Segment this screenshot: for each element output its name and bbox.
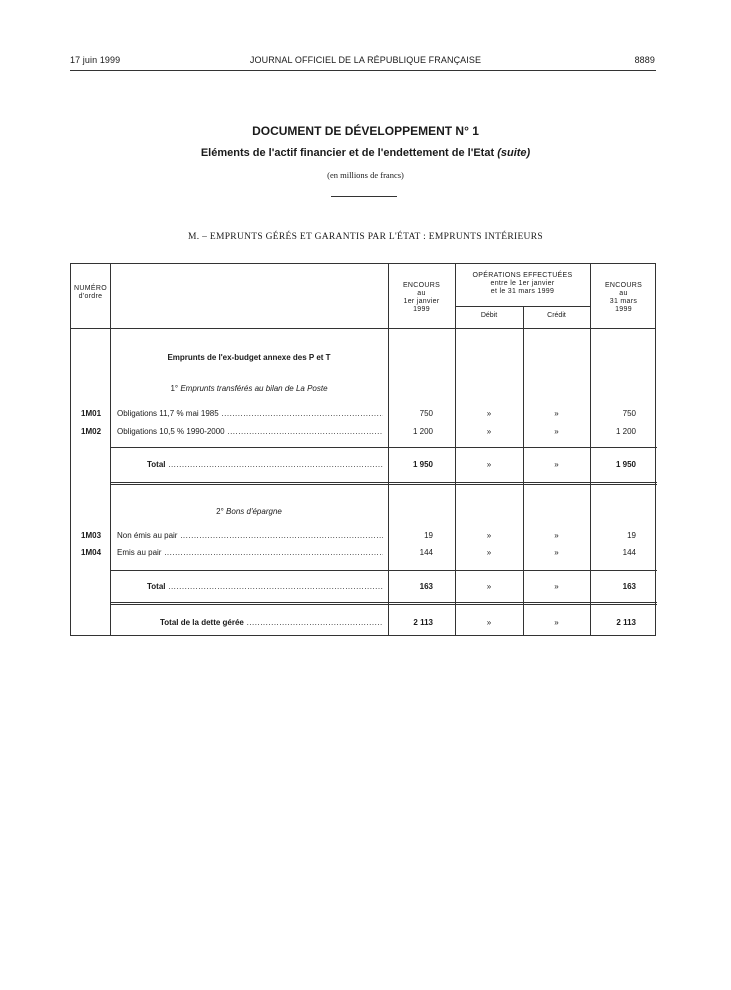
- header-operations-line1: OPÉRATIONS EFFECTUÉES: [472, 272, 573, 279]
- row-encours-debut: 750: [419, 409, 433, 418]
- row-encours-fin: 19: [627, 531, 636, 540]
- header-encours-fin-line1: ENCOURS: [604, 282, 643, 289]
- total-1-top-rule: [110, 447, 657, 448]
- grand-total-debit: »: [486, 618, 492, 627]
- row-debit: »: [486, 548, 492, 557]
- header-encours-debut: [388, 282, 455, 314]
- document-title: DOCUMENT DE DÉVELOPPEMENT N° 1: [252, 124, 479, 138]
- col-divider: [388, 264, 389, 635]
- document-subtitle-suffix: (suite): [497, 147, 531, 159]
- section-title: M. – EMPRUNTS GÉRÉS ET GARANTIS PAR L'ÉTAT : EMPRUNTS INTÉRIEURS: [188, 232, 543, 242]
- row-encours-debut: 144: [419, 548, 433, 557]
- row-credit: »: [554, 548, 559, 557]
- total-2-label: Total .....: [147, 582, 383, 592]
- total-1-encours-debut: 1 950: [412, 460, 433, 469]
- document-subtitle: [0, 147, 731, 159]
- header-encours-debut-line2: au: [417, 290, 426, 297]
- total-1-encours-fin: 1 950: [615, 460, 636, 469]
- ops-subheader-rule: [455, 306, 590, 307]
- header-encours-debut-line1: ENCOURS: [402, 282, 441, 289]
- header-debit: Débit: [480, 312, 498, 319]
- document-unit: (en millions de francs): [327, 170, 404, 180]
- row-encours-debut: 19: [424, 531, 433, 540]
- total-1-bottom-rule: [110, 482, 657, 485]
- total-2-encours-debut: 163: [419, 582, 433, 591]
- header-numero-line2: d'ordre: [78, 293, 103, 300]
- header-operations-line3: et le 31 mars 1999: [490, 288, 555, 295]
- row-encours-fin: 1 200: [615, 427, 636, 436]
- subsection-2-title: [110, 507, 388, 517]
- header-journal-title: JOURNAL OFFICIEL DE LA RÉPUBLIQUE FRANÇAISE: [249, 55, 482, 65]
- row-credit: »: [554, 427, 559, 436]
- header-numero-line1: NUMÉRO: [74, 285, 107, 292]
- header-encours-fin-line4: 1999: [615, 306, 632, 313]
- total-1-credit: »: [554, 460, 559, 469]
- header-operations-line2: entre le 1er janvier: [490, 280, 555, 287]
- header-encours-debut-line3: 1er janvier: [403, 298, 440, 305]
- subsection-1-title: [110, 384, 388, 394]
- header-bottom-rule: [71, 328, 655, 329]
- header-numero: [71, 285, 110, 301]
- row-debit: »: [486, 531, 492, 540]
- header-operations: [455, 272, 590, 296]
- header-encours-fin: [590, 282, 657, 314]
- row-code: 1M01: [81, 409, 102, 418]
- row-code: 1M03: [81, 531, 102, 540]
- document-subtitle-text: Eléments de l'actif financier et de l'endettement de l'Etat: [200, 147, 495, 159]
- total-2-debit: »: [486, 582, 492, 591]
- header-encours-debut-line4: 1999: [413, 306, 430, 313]
- col-divider: [590, 264, 591, 635]
- header-credit: Crédit: [547, 312, 566, 319]
- row-encours-debut: 1 200: [412, 427, 433, 436]
- grand-total-label: Total de la dette gérée .....: [160, 618, 383, 628]
- row-credit: »: [554, 531, 559, 540]
- title-separator: [331, 196, 397, 197]
- debt-table: [70, 263, 656, 636]
- total-2-encours-fin: 163: [622, 582, 636, 591]
- row-encours-fin: 750: [622, 409, 636, 418]
- subsection-1-text: Emprunts transférés au bilan de La Poste: [180, 384, 328, 393]
- grand-total-encours-fin: 2 113: [616, 618, 636, 627]
- header-encours-fin-line2: au: [619, 290, 628, 297]
- row-encours-fin: 144: [622, 548, 636, 557]
- total-1-debit: »: [486, 460, 492, 469]
- subsection-1-prefix: 1°: [170, 384, 179, 393]
- subsection-2-text: Bons d'épargne: [226, 507, 282, 516]
- header-rule: [70, 70, 656, 71]
- row-label: Non émis au pair .....: [117, 531, 383, 541]
- row-debit: »: [486, 427, 492, 436]
- subsection-2-prefix: 2°: [216, 507, 224, 516]
- row-code: 1M04: [81, 548, 102, 557]
- row-label: Obligations 11,7 % mai 1985 .....: [117, 409, 383, 419]
- total-2-top-rule: [110, 570, 657, 571]
- row-label: Obligations 10,5 % 1990-2000 .....: [117, 427, 383, 437]
- row-label: Emis au pair .....: [117, 548, 383, 558]
- total-2-credit: »: [554, 582, 559, 591]
- total-1-label: Total .....: [147, 460, 383, 470]
- col-divider: [110, 264, 111, 635]
- grand-total-encours-debut: 2 113: [413, 618, 433, 627]
- header-encours-fin-line3: 31 mars: [609, 298, 638, 305]
- row-debit: »: [486, 409, 492, 418]
- group-title: Emprunts de l'ex-budget annexe des P et T: [167, 353, 331, 362]
- header-date: 17 juin 1999: [70, 55, 121, 65]
- row-credit: »: [554, 409, 559, 418]
- grand-total-credit: »: [554, 618, 559, 627]
- row-code: 1M02: [81, 427, 102, 436]
- header-page-number: 8889: [634, 55, 655, 65]
- total-2-bottom-rule: [110, 602, 657, 605]
